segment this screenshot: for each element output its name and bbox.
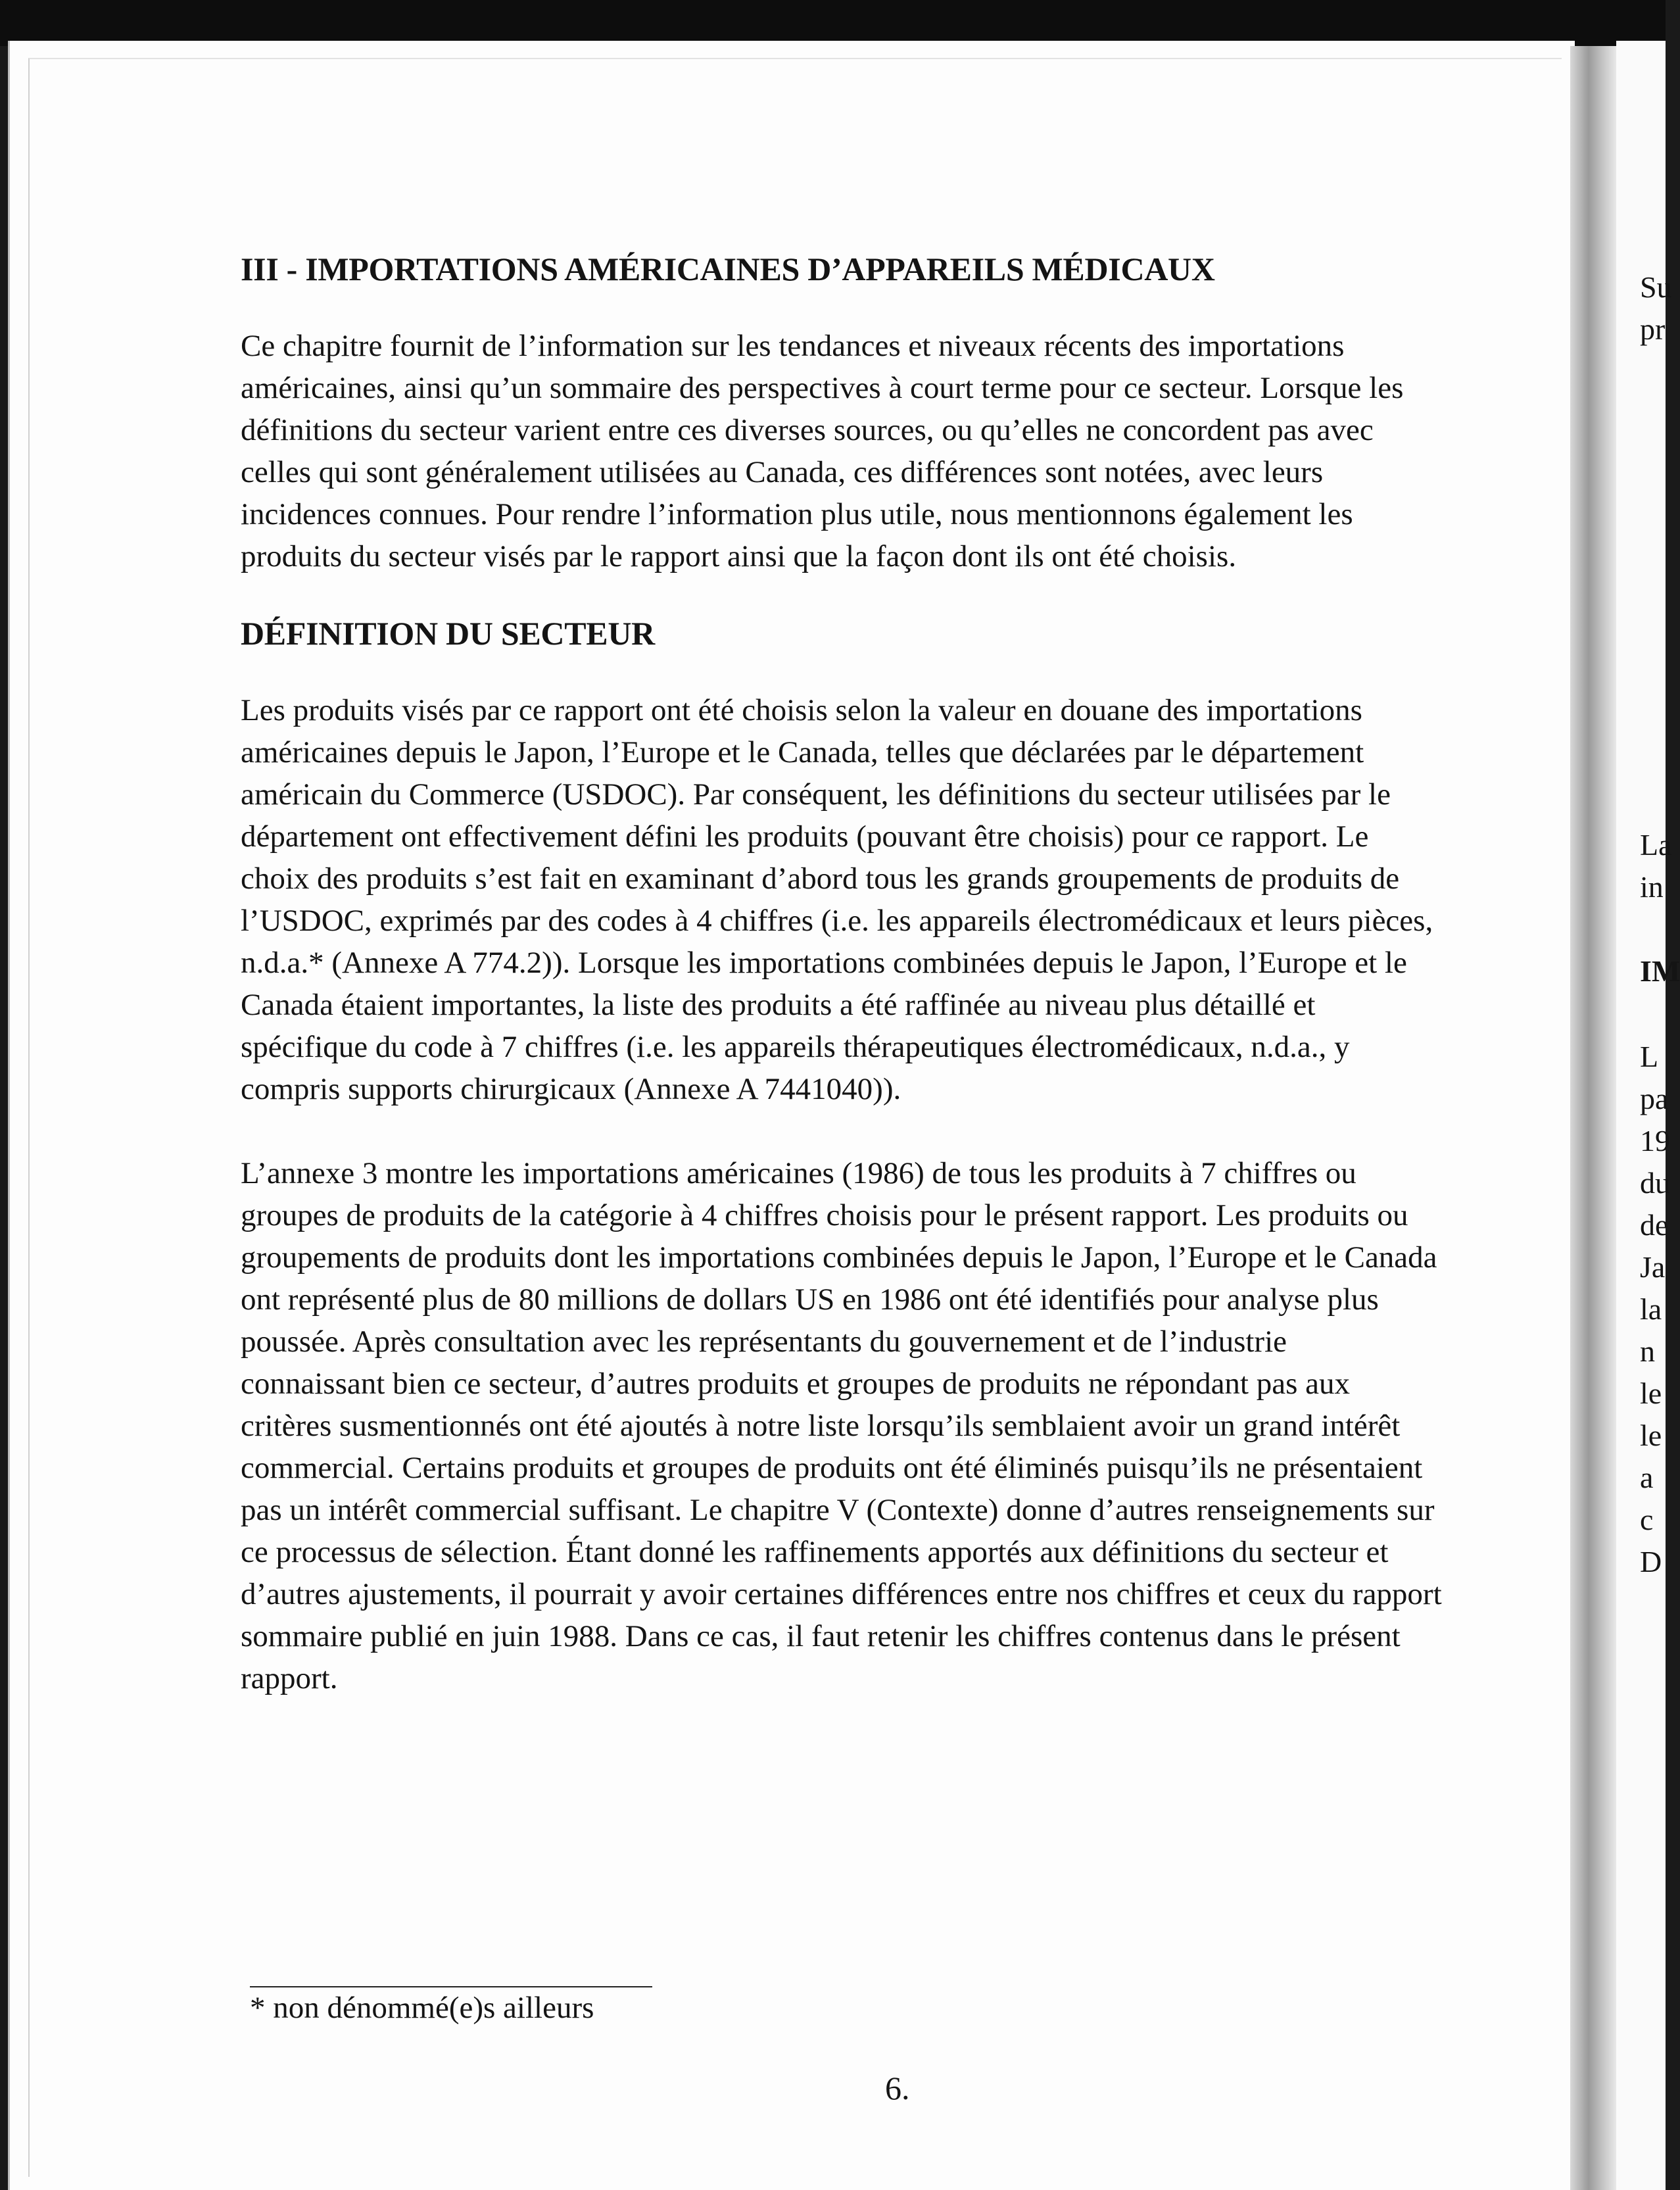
footnote-rule bbox=[250, 1986, 652, 1987]
text-line: poussée. Après consultation avec les représentants du gouvernement et de l’industrie bbox=[241, 1325, 1287, 1359]
facing-fragment: le bbox=[1640, 1376, 1662, 1410]
text-line: n.d.a.* (Annexe A 774.2)). Lorsque les importations combinées depuis le Japon, l’Europe et le bbox=[241, 946, 1407, 980]
text-line: L’annexe 3 montre les importations américaines (1986) de tous les produits à 7 chiffres ou bbox=[241, 1156, 1356, 1190]
facing-fragment: c bbox=[1640, 1503, 1654, 1536]
facing-fragment: Ja bbox=[1640, 1250, 1666, 1284]
page-content bbox=[241, 250, 1543, 1699]
facing-fragment: la bbox=[1640, 1292, 1662, 1326]
text-line: critères susmentionnés ont été ajoutés à notre liste lorsqu’ils semblaient avoir un grand intérêt bbox=[241, 1409, 1401, 1443]
book-gutter bbox=[1570, 46, 1616, 2190]
facing-fragment: pr bbox=[1640, 312, 1666, 346]
facing-page bbox=[1616, 41, 1680, 2190]
chapter-heading: III - IMPORTATIONS AMÉRICAINES D’APPAREILS MÉDICAUX bbox=[241, 251, 1215, 287]
text-line: américain du Commerce (USDOC). Par conséquent, les définitions du secteur utilisées par le bbox=[241, 777, 1391, 812]
definition-paragraph bbox=[241, 689, 1543, 1110]
page-number: 6. bbox=[885, 2070, 910, 2106]
text-line: rapport. bbox=[241, 1661, 338, 1695]
text-line: spécifique du code à 7 chiffres (i.e. les appareils thérapeutiques électromédicaux, n.d.a., y bbox=[241, 1030, 1350, 1064]
text-line: groupements de produits dont les importations combinées depuis le Japon, l’Europe et le Canada bbox=[241, 1240, 1437, 1275]
text-line: Canada étaient importantes, la liste des produits a été raffinée au niveau plus détaillé et bbox=[241, 988, 1316, 1022]
text-line: produits du secteur visés par le rapport ainsi que la façon dont ils ont été choisis. bbox=[241, 539, 1237, 573]
text-line: celles qui sont généralement utilisées au Canada, ces différences sont notées, avec leurs bbox=[241, 455, 1324, 489]
facing-fragment: D bbox=[1640, 1545, 1662, 1578]
text-line: américaines, ainsi qu’un sommaire des perspectives à court terme pour ce secteur. Lorsque les bbox=[241, 371, 1404, 405]
text-line: d’autres ajustements, il pourrait y avoir certaines différences entre nos chiffres et ceux du rapport bbox=[241, 1577, 1442, 1611]
text-line: Les produits visés par ce rapport ont été choisis selon la valeur en douane des importations bbox=[241, 693, 1362, 727]
text-line: département ont effectivement défini les produits (pouvant être choisis) pour ce rapport. Le bbox=[241, 819, 1369, 854]
text-line: ont représenté plus de 80 millions de dollars US en 1986 ont été identifiés pour analyse plus bbox=[241, 1282, 1379, 1317]
text-line: incidences connues. Pour rendre l’information plus utile, nous mentionnons également les bbox=[241, 497, 1353, 531]
facing-fragment: a bbox=[1640, 1461, 1654, 1494]
facing-fragment: n bbox=[1640, 1334, 1655, 1368]
text-line: Ce chapitre fournit de l’information sur les tendances et niveaux récents des importations bbox=[241, 329, 1345, 363]
text-line: compris supports chirurgicaux (Annexe A 7441040)). bbox=[241, 1072, 901, 1106]
text-line: ce processus de sélection. Étant donné les raffinements apportés aux définitions du secteur et bbox=[241, 1535, 1389, 1569]
section-heading: DÉFINITION DU SECTEUR bbox=[241, 615, 655, 652]
text-line: choix des produits s’est fait en examinant d’abord tous les grands groupements de produits de bbox=[241, 862, 1400, 896]
text-line: l’USDOC, exprimés par des codes à 4 chiffres (i.e. les appareils électromédicaux et leurs pièces, bbox=[241, 904, 1433, 938]
facing-fragment: L bbox=[1640, 1040, 1659, 1073]
text-line: pas un intérêt commercial suffisant. Le chapitre V (Contexte) donne d’autres renseignements sur bbox=[241, 1493, 1435, 1527]
scan-top-band bbox=[0, 0, 1666, 46]
facing-fragment: 19 bbox=[1640, 1124, 1670, 1157]
facing-fragment: IM bbox=[1640, 954, 1680, 988]
facing-fragment: du bbox=[1640, 1166, 1670, 1200]
text-line: commercial. Certains produits et groupes de produits ont été éliminés puisqu’ils ne présentaient bbox=[241, 1451, 1423, 1485]
facing-fragment: La bbox=[1640, 828, 1672, 862]
text-line: groupes de produits de la catégorie à 4 chiffres choisis pour le présent rapport. Les produits ou bbox=[241, 1198, 1408, 1232]
text-line: sommaire publié en juin 1988. Dans ce cas, il faut retenir les chiffres contenus dans le présent bbox=[241, 1619, 1401, 1653]
text-line: définitions du secteur varient entre ces diverses sources, ou qu’elles ne concordent pas avec bbox=[241, 413, 1374, 447]
text-line: américaines depuis le Japon, l’Europe et le Canada, telles que déclarées par le département bbox=[241, 735, 1364, 769]
facing-fragment: le bbox=[1640, 1419, 1662, 1452]
facing-fragment: in bbox=[1640, 870, 1664, 904]
text-line: connaissant bien ce secteur, d’autres produits et groupes de produits ne répondant pas aux bbox=[241, 1367, 1350, 1401]
facing-fragment: Su bbox=[1640, 270, 1672, 304]
intro-paragraph bbox=[241, 325, 1543, 577]
facing-fragment: de bbox=[1640, 1208, 1669, 1242]
facing-fragment: pa bbox=[1640, 1082, 1669, 1115]
footnote: * non dénommé(e)s ailleurs bbox=[250, 1991, 594, 2025]
annex-paragraph bbox=[241, 1152, 1543, 1699]
